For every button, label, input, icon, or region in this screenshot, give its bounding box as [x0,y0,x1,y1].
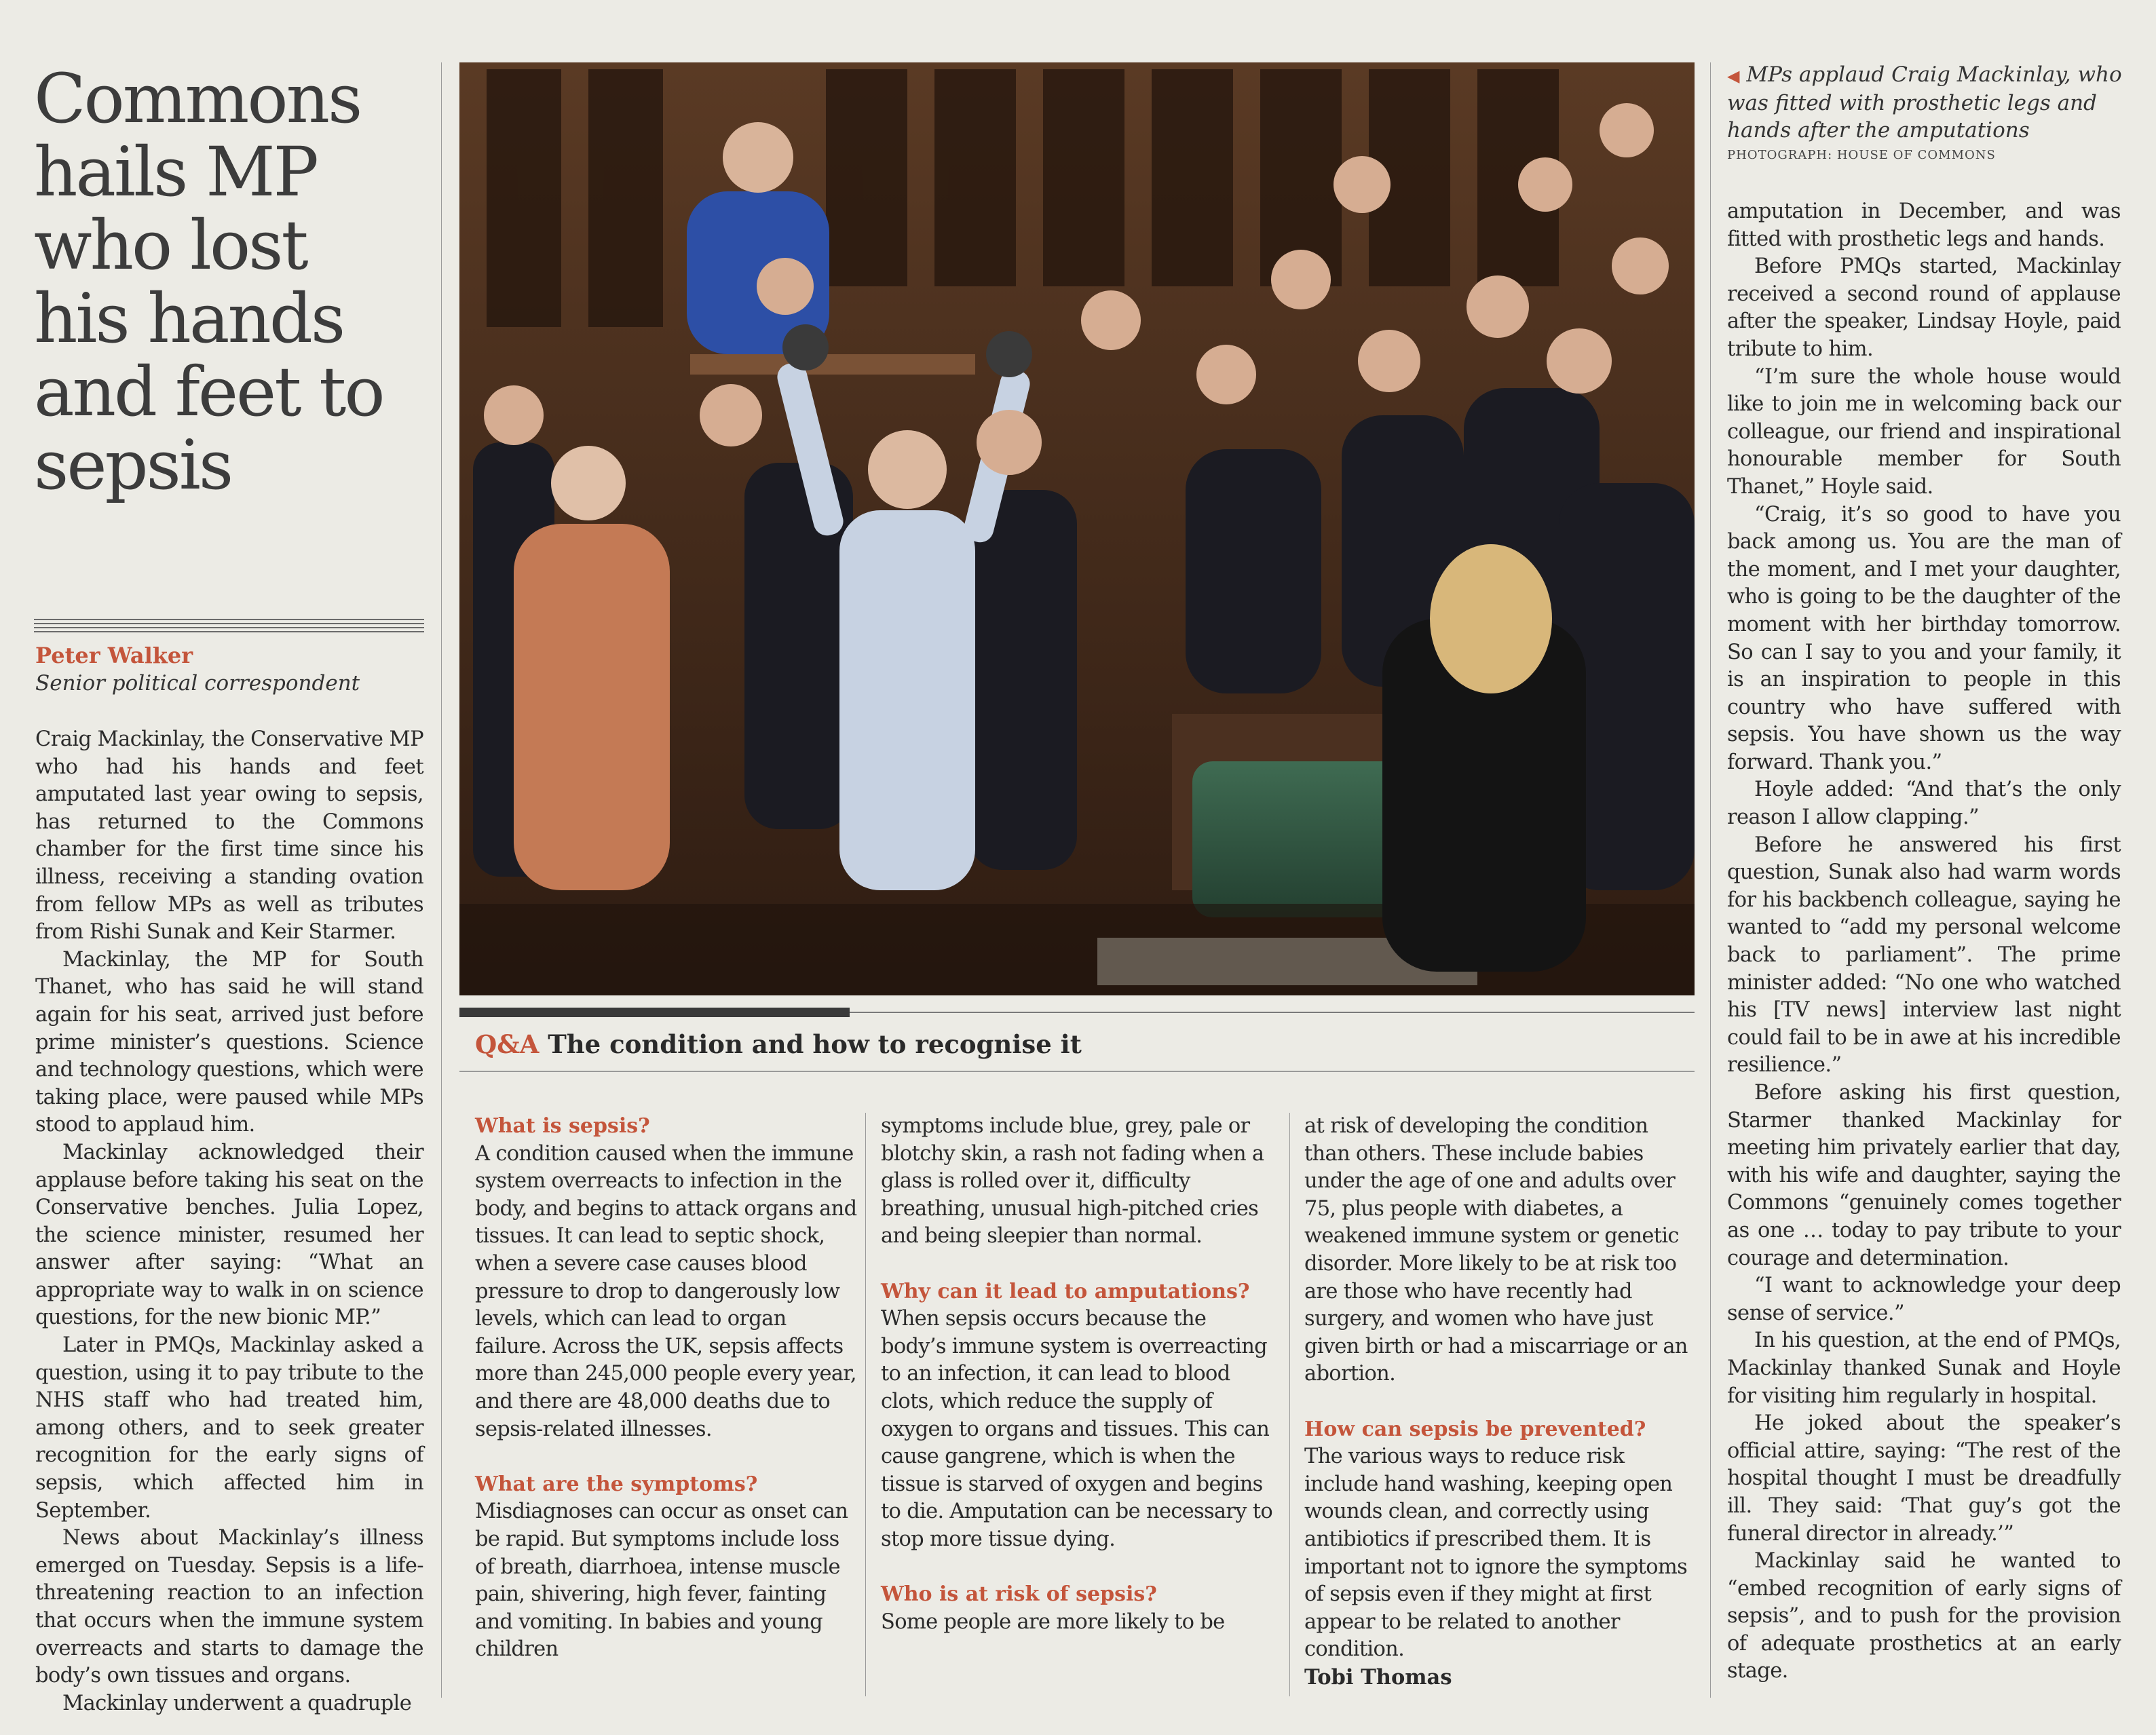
photo-caption-block [1727,61,2134,167]
paragraph: Mackinlay said he wanted to “embed recognition of early signs of sepsis”, and to push for the provision of adequate prosthetics at an early stage. [1727,1549,2121,1683]
paragraph: Craig Mackinlay, the Conservative MP who had his hands and feet amputated last year owing to sepsis, has returned to the Commons chamber for the first time since his illness, receiving a standing ovation from fellow MPs as well as tributes from Rishi Sunak and Keir Starmer. [35,727,423,945]
byline-name: Peter Walker [35,643,193,668]
caption-arrow-icon: ◀ [1727,66,1740,85]
qa-question: Who is at risk of sepsis? [881,1582,1157,1607]
caption-text: MPs applaud Craig Mackinlay, who was fitted with prosthetic legs and hands after the amputations [1727,62,2122,142]
qa-answer: A condition caused when the immune system overreacts to infection in the body, and begins to attack organs and tissues. It can lead to septic shock, when a severe case causes blood pressure to drop to dangerously low levels, which can lead to organ failure. Across the UK, sepsis affects more than 245,000 people every year, and there are 48,000 deaths due to sepsis-related illnesses. [475,1141,857,1441]
qa-title: The condition and how to recognise it [548,1029,1082,1059]
qa-column-1 [475,1113,862,1664]
qa-answer: Misdiagnoses can occur as onset can be rapid. But symptoms include loss of breath, diarrhoea, intense muscle pain, shivering, high fever, fainting and vomiting. In babies and young children [475,1500,848,1662]
photo-caption [1727,61,2134,144]
qa-heading [475,1028,1683,1061]
column-divider [1710,62,1711,1698]
qa-signoff: Tobi Thomas [1304,1664,1452,1690]
paragraph: He joked about the speaker’s official attire, saying: “The rest of the hospital thought I must be dreadfully ill. They said: ‘That guy’s got the funeral director in already.’” [1727,1411,2121,1546]
qa-column-2 [881,1113,1274,1636]
qa-column-3 [1304,1113,1698,1691]
paragraph: Mackinlay, the MP for South Thanet, who has said he will stand again for his seat, arrived just before prime minister’s questions. Science and technology questions, which were taking place, were paused while MPs stood to applaud him. [35,947,423,1137]
paragraph: Later in PMQs, Mackinlay asked a question, using it to pay tribute to the NHS staff who had treated him, among others, and to seek greater recognition for the early signs of sepsis, which affected him in September. [35,1333,423,1523]
paragraph: In his question, at the end of PMQs, Mackinlay thanked Sunak and Hoyle for visiting him regularly in hospital. [1727,1329,2121,1408]
qa-answer: symptoms include blue, grey, pale or blotchy skin, a rash not fading when a glass is rolled over it, difficulty breathing, unusual high-pitched cries and being sleepier than normal. [881,1114,1264,1248]
qa-question: Why can it lead to amputations? [881,1279,1250,1303]
paragraph: amputation in December, and was fitted with prosthetic legs and hands. [1727,199,2121,251]
paragraph: Before asking his first question, Starmer thanked Mackinlay for meeting him privately earlier that day, with his wife and daughter, saying the Commons “genuinely comes together as one … today to pay tribute to your courage and determination. [1727,1081,2121,1270]
photo-credit: PHOTOGRAPH: HOUSE OF COMMONS [1727,148,1996,162]
byline-role: Senior political correspondent [35,671,360,695]
qa-top-rule [850,1012,1695,1013]
byline-rule [34,619,424,636]
commons-chamber-illustration [459,62,1695,995]
paragraph: News about Mackinlay’s illness emerged on Tuesday. Sepsis is a life-threatening reaction to an infection that occurs when the immune system overreacts and starts to damage the body’s own tissues and organs. [35,1526,423,1688]
qa-question: How can sepsis be prevented? [1304,1417,1646,1441]
qa-question: What are the symptoms? [475,1472,758,1496]
byline [35,641,422,697]
qa-column-divider [865,1113,866,1696]
paragraph: “Craig, it’s so good to have you back among us. You are the man of the moment, and I met your daughter, who is going to be the daughter of the moment with her birthday tomorrow. So can I say to you and your family, it is an inspiration to people in this country who have suffered with sepsis. You have shown us the way forward. Thank you.” [1727,502,2121,774]
headline: Commons hails MP who lost his hands and feet to sepsis [34,59,383,505]
qa-header-bar [459,1008,850,1017]
qa-answer: When sepsis occurs because the body’s immune system is overreacting to an infection, it can lead to blood clots, which reduce the supply of oxygen to organs and tissues. This can cause gangrene, which is when the tissue is starved of oxygen and begins to die. Amputation can be necessary to stop more tissue dying. [881,1307,1273,1551]
paragraph: Before he answered his first question, Sunak also had warm words for his backbench colleague, saying he wanted to “add my personal welcome back to parliament”. The prime minister added: “No one who watched his [TV news] interview last night could fail to be in awe at his incredible resilience.” [1727,833,2121,1078]
paragraph: Before PMQs started, Mackinlay received a second round of applause after the speaker, Lindsay Hoyle, paid tribute to him. [1727,254,2121,361]
paragraph: “I’m sure the whole house would like to join me in welcoming back our colleague, our friend and inspirational honourable member for South Thanet,” Hoyle said. [1727,364,2121,499]
qa-answer: at risk of developing the condition than others. These include babies under the age of one and adults over 75, plus people with diabetes, a weakened immune system or genetic disorder. More likely to be at risk too are those who have recently had surgery, and women who have just given birth or had a miscarriage or an abortion. [1304,1114,1688,1386]
paragraph: Hoyle added: “And that’s the only reason I allow clapping.” [1727,778,2121,830]
article-right-column [1727,198,2121,1685]
paragraph: Mackinlay underwent a quadruple [62,1691,412,1715]
qa-answer: Some people are more likely to be [881,1609,1225,1634]
paragraph: “I want to acknowledge your deep sense of service.” [1727,1274,2121,1325]
qa-answer: The various ways to reduce risk include hand washing, keeping open wounds clean, and correctly using antibiotics if prescribed them. It is important not to ignore the symptoms of sepsis even if they might at first appear to be related to another condition. [1304,1445,1688,1662]
article-left-column [35,726,423,1717]
paragraph: Mackinlay acknowledged their applause before taking his seat on the Conservative benches. Julia Lopez, the science minister, resumed her answer after saying: “What an appropriate way to walk in on science questions, for the new bionic MP.” [35,1140,423,1330]
qa-question: What is sepsis? [475,1114,650,1138]
qa-column-divider [1289,1113,1290,1696]
qa-label: Q&A [475,1029,540,1059]
news-photo [459,62,1695,995]
qa-heading-rule [459,1071,1695,1072]
column-divider [441,62,442,1698]
